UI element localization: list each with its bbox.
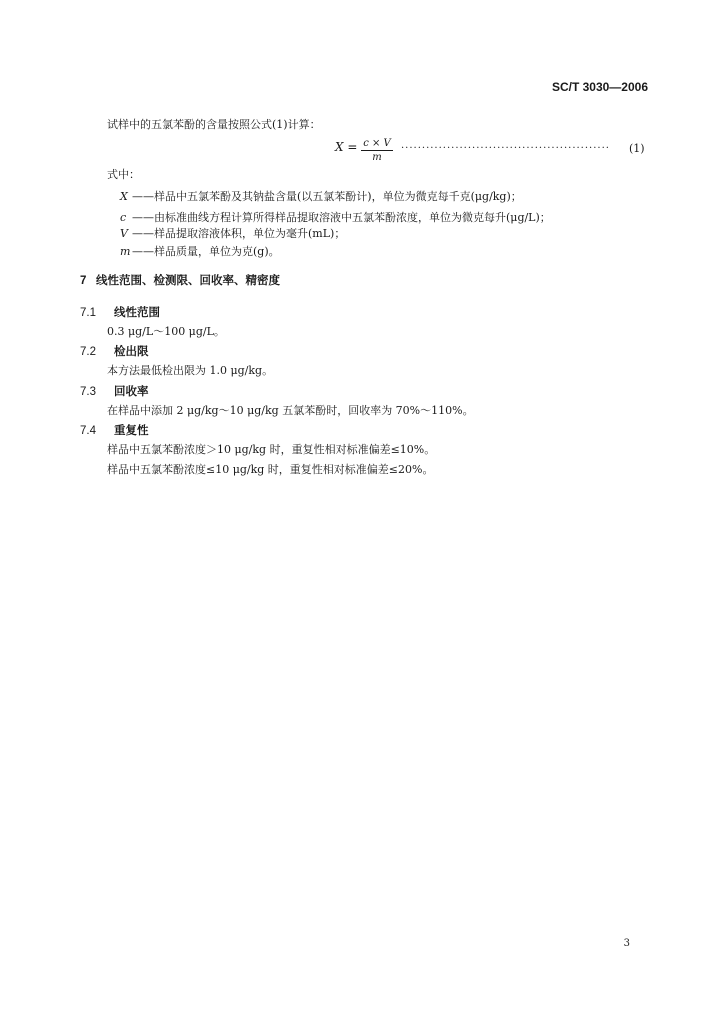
formula-denominator: m [372,152,382,163]
subsection-title: 线性范围 [114,307,160,319]
paragraph: 样品中五氯苯酚浓度≤10 μg/kg 时，重复性相对标准偏差≤20%。 [107,463,434,476]
definition-symbol: V [120,227,128,240]
definition-item [120,243,280,259]
paragraph: 在样品中添加 2 μg/kg～10 μg/kg 五氯苯酚时，回收率为 70%～110%。 [107,404,474,417]
page-number: 3 [623,938,630,949]
paragraph: 样品中五氯苯酚浓度＞10 μg/kg 时，重复性相对标准偏差≤10%。 [107,443,436,456]
definition-symbol: X [120,190,128,203]
formula-lhs: X = [335,140,358,154]
subsection-number: 7.1 [80,307,96,319]
formula-number: (1) [629,142,645,155]
definition-text: ——由标准曲线方程计算所得样品提取溶液中五氯苯酚浓度，单位为微克每升(μg/L)； [132,211,551,224]
section-number: 7 [80,275,87,287]
section-heading [80,272,280,288]
subsection-heading [80,383,149,399]
definition-text: ——样品中五氯苯酚及其钠盐含量(以五氯苯酚计)，单位为微克每千克(μg/kg)； [132,190,522,203]
formula-1 [335,138,655,166]
subsection-title: 检出限 [114,346,149,358]
definition-symbol: m [120,245,131,258]
standard-number: SC/T 3030—2006 [551,80,648,94]
subsection-heading [80,422,149,438]
formula-fraction [361,138,393,164]
definition-text: ——样品提取溶液体积，单位为毫升(mL)； [132,227,346,240]
paragraph: 0.3 μg/L～100 μg/L。 [107,325,225,338]
subsection-heading [80,304,160,320]
subsection-number: 7.4 [80,425,96,437]
definition-text: ——样品质量，单位为克(g)。 [132,245,280,258]
paragraph: 本方法最低检出限为 1.0 μg/kg。 [107,364,274,377]
definition-item [120,225,345,241]
intro-text: 试样中的五氯苯酚的含量按照公式(1)计算： [107,118,321,131]
definition-item [120,209,551,225]
subsection-title: 回收率 [114,386,149,398]
subsection-number: 7.2 [80,346,96,358]
section-title: 线性范围、检测限、回收率、精密度 [96,275,280,287]
subsection-heading [80,343,149,359]
where-label: 式中： [107,168,140,181]
subsection-title: 重复性 [114,425,149,437]
formula-leader-dots: .................................................. [401,140,610,151]
subsection-number: 7.3 [80,386,96,398]
definition-symbol: c [120,211,127,224]
formula-numerator: c × V [361,138,393,151]
definition-item [120,188,522,204]
